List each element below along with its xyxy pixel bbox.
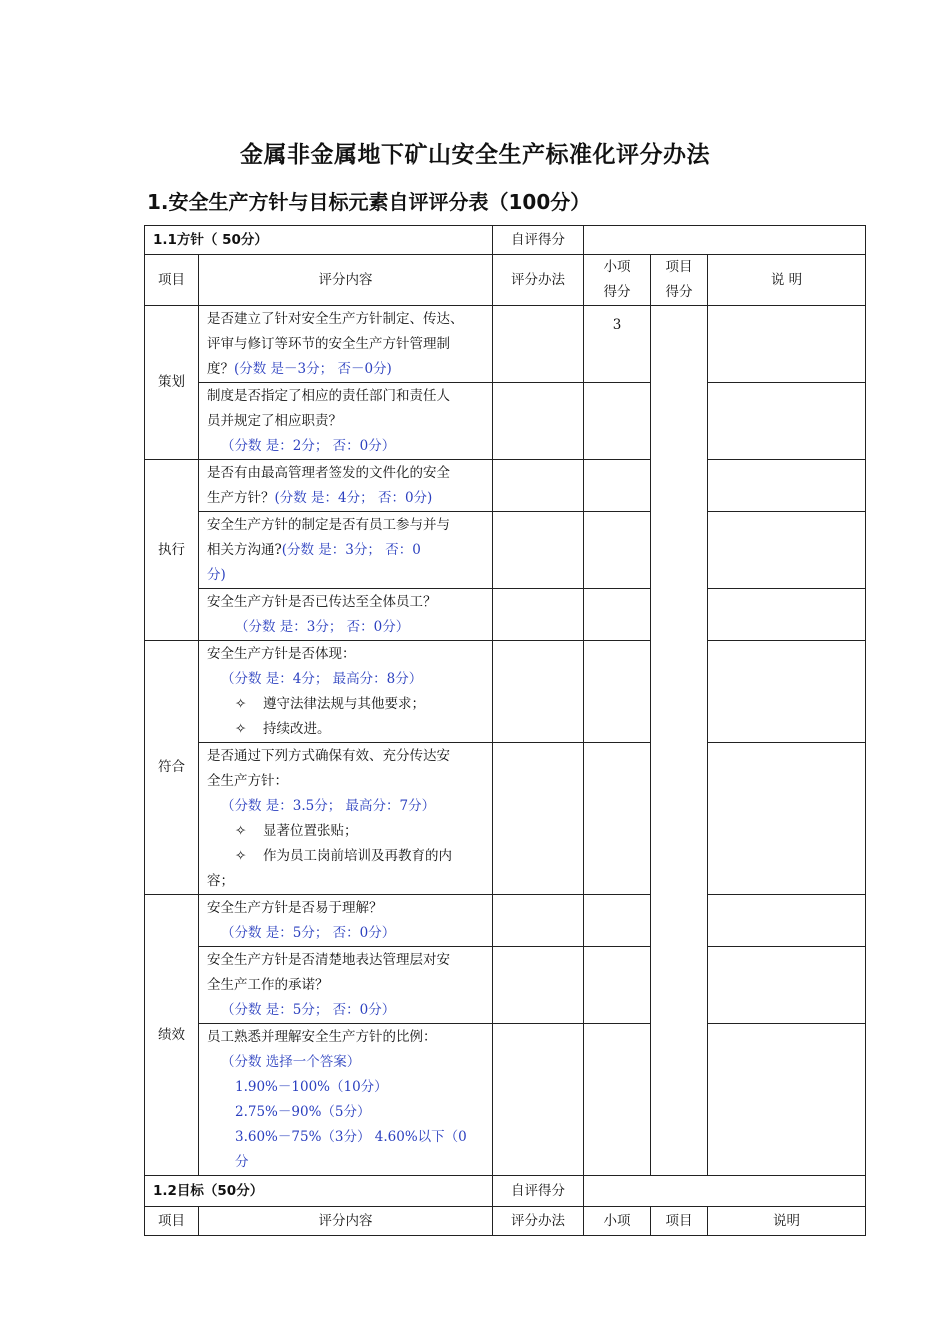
header-content: 评分内容 [199, 255, 493, 306]
method-r4 [493, 512, 584, 589]
self-score-label-goal: 自评得分 [493, 1176, 584, 1207]
category-exec: 执行 [145, 460, 199, 641]
sub-score-r9 [584, 947, 651, 1024]
category-perf: 绩效 [145, 895, 199, 1176]
criteria-r1: 是否建立了针对安全生产方针制定、传达、 评审与修订等环节的安全生产方针管理制 度？(分数 是－3分； 否－0分) [199, 306, 493, 383]
sub-section-title-policy: 1.1方针（ 50分） [145, 226, 493, 255]
score-table [144, 225, 866, 1236]
sub-score-r1: 3 [584, 306, 651, 383]
remark-r3 [708, 460, 866, 512]
category-comply: 符合 [145, 641, 199, 895]
bullet-icon: ✧ [235, 696, 247, 712]
remark-r8 [708, 895, 866, 947]
section-title: 1.安全生产方针与目标元素自评评分表（100分） [147, 190, 591, 214]
remark-r5 [708, 589, 866, 641]
remark-r7 [708, 743, 866, 895]
method-r3 [493, 460, 584, 512]
header-item-score-goal: 项目 [651, 1207, 708, 1236]
method-r7 [493, 743, 584, 895]
header-remark-goal: 说明 [708, 1207, 866, 1236]
method-r8 [493, 895, 584, 947]
self-score-value-goal [584, 1176, 866, 1207]
criteria-r8: 安全生产方针是否易于理解？ （分数 是：5分； 否：0分） [199, 895, 493, 947]
criteria-r3: 是否有由最高管理者签发的文件化的安全 生产方针？(分数 是：4分； 否：0分) [199, 460, 493, 512]
remark-r1 [708, 306, 866, 383]
sub-score-r7 [584, 743, 651, 895]
method-r2 [493, 383, 584, 460]
header-method-goal: 评分办法 [493, 1207, 584, 1236]
criteria-r10: 员工熟悉并理解安全生产方针的比例： （分数 选择一个答案） 1.90%－100%（10分） 2.75%－90%（5分） 3.60%－75%（3分） 4.60%以下（0 分 [199, 1024, 493, 1176]
criteria-r7: 是否通过下列方式确保有效、充分传达安 全生产方针： （分数 是：3.5分； 最高分：7分） ✧ 显著位置张贴； ✧ 作为员工岗前培训及再教育的内 容； [199, 743, 493, 895]
criteria-r9: 安全生产方针是否清楚地表达管理层对安 全生产工作的承诺？ （分数 是：5分； 否：0分） [199, 947, 493, 1024]
sub-score-r8 [584, 895, 651, 947]
sub-section-title-goal: 1.2目标（50分） [145, 1176, 493, 1207]
sub-score-r4 [584, 512, 651, 589]
category-plan: 策划 [145, 306, 199, 460]
method-r9 [493, 947, 584, 1024]
header-item-goal: 项目 [145, 1207, 199, 1236]
method-r10 [493, 1024, 584, 1176]
header-sub-goal: 小项 [584, 1207, 651, 1236]
bullet-icon: ✧ [235, 848, 247, 864]
remark-r4 [708, 512, 866, 589]
header-content-goal: 评分内容 [199, 1207, 493, 1236]
header-sub-score: 小项 得分 [584, 255, 651, 306]
criteria-r2: 制度是否指定了相应的责任部门和责任人 员并规定了相应职责？ （分数 是：2分； 否：0分） [199, 383, 493, 460]
method-r1 [493, 306, 584, 383]
self-score-value [584, 226, 866, 255]
document-title: 金属非金属地下矿山安全生产标准化评分办法 [240, 142, 710, 168]
sub-score-r6 [584, 641, 651, 743]
remark-r2 [708, 383, 866, 460]
sub-score-r10 [584, 1024, 651, 1176]
sub-score-r2 [584, 383, 651, 460]
item-score-policy [651, 306, 708, 1176]
sub-score-r3 [584, 460, 651, 512]
header-remark: 说 明 [708, 255, 866, 306]
remark-r9 [708, 947, 866, 1024]
remark-r10 [708, 1024, 866, 1176]
method-r5 [493, 589, 584, 641]
criteria-r6: 安全生产方针是否体现： （分数 是：4分； 最高分：8分） ✧ 遵守法律法规与其他要求； ✧ 持续改进。 [199, 641, 493, 743]
criteria-r5: 安全生产方针是否已传达至全体员工？ （分数 是：3分； 否：0分） [199, 589, 493, 641]
self-score-label: 自评得分 [493, 226, 584, 255]
method-r6 [493, 641, 584, 743]
bullet-icon: ✧ [235, 721, 247, 737]
header-method: 评分办法 [493, 255, 584, 306]
sub-score-r5 [584, 589, 651, 641]
header-item-score: 项目 得分 [651, 255, 708, 306]
header-item: 项目 [145, 255, 199, 306]
bullet-icon: ✧ [235, 823, 247, 839]
criteria-r4: 安全生产方针的制定是否有员工参与并与 相关方沟通?(分数 是：3分； 否：0 分) [199, 512, 493, 589]
remark-r6 [708, 641, 866, 743]
